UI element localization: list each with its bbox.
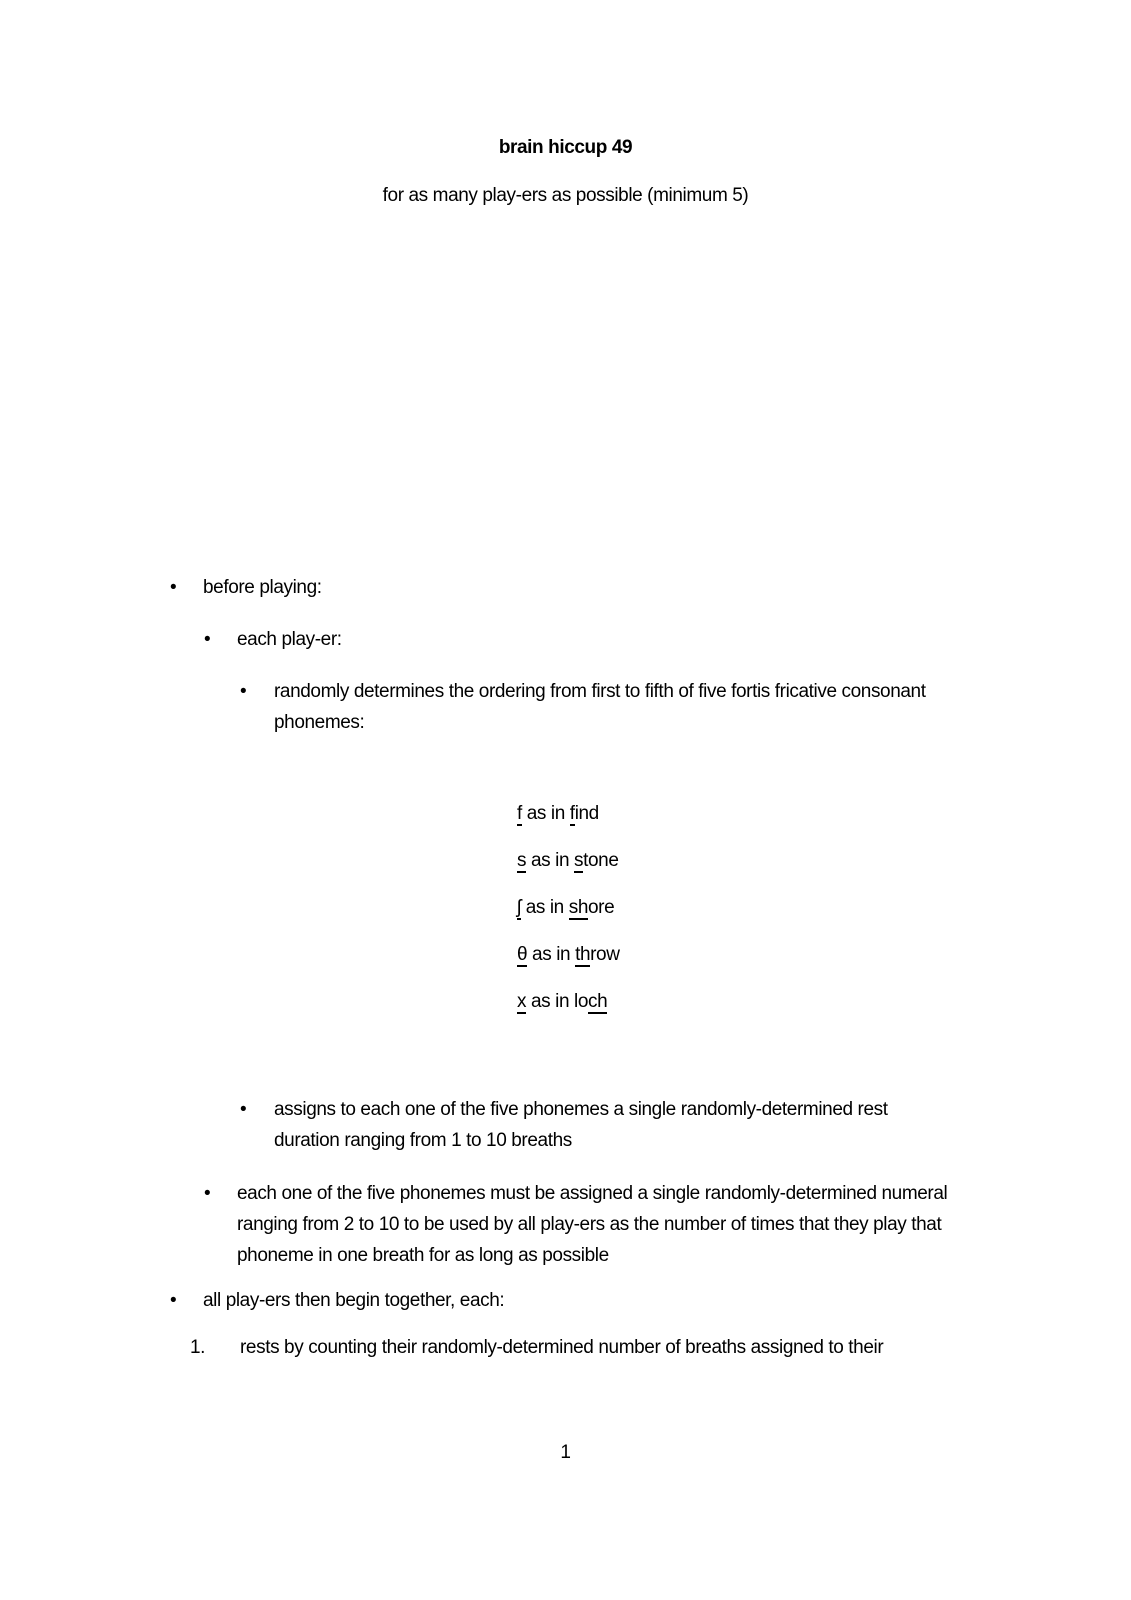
phoneme-line-s	[517, 845, 619, 876]
plain-text: tone	[583, 850, 619, 871]
plain-text: row	[590, 944, 620, 965]
underlined-text: th	[575, 944, 591, 965]
numbered-item-1	[190, 1332, 883, 1363]
underlined-text: s	[574, 850, 584, 871]
plain-text: as in	[527, 944, 576, 965]
text-line: duration ranging from 1 to 10 breaths	[274, 1130, 572, 1151]
phoneme-line-x	[517, 986, 607, 1017]
text-line: rests by counting their randomly-determined number of breaths assigned to their	[240, 1337, 884, 1358]
bullet-icon: •	[240, 1099, 247, 1120]
phoneme-line-f	[517, 798, 599, 829]
bullet-icon: •	[170, 577, 177, 598]
bullet-item-text	[274, 676, 926, 738]
underlined-text: x	[517, 991, 527, 1012]
bullet-icon: •	[204, 629, 211, 650]
underlined-text: ch	[588, 991, 608, 1012]
page-title: brain hiccup 49	[498, 137, 633, 158]
bullet-item-before-playing	[170, 572, 322, 603]
underlined-text: ʃ	[517, 897, 521, 918]
bullet-item-each-one	[204, 1178, 947, 1271]
text-line: phoneme in one breath for as long as possible	[237, 1245, 609, 1266]
phoneme-line-theta	[517, 939, 620, 970]
plain-text: as in	[526, 850, 575, 871]
phoneme-line-esh	[517, 892, 614, 923]
text-line: each one of the five phonemes must be assigned a single randomly-determined numeral	[237, 1183, 948, 1204]
text-line: assigns to each one of the five phonemes a single randomly-determined rest	[274, 1099, 888, 1120]
list-number: 1.	[190, 1337, 206, 1358]
plain-text: as in	[520, 897, 569, 918]
underlined-text: f	[517, 803, 522, 824]
bullet-item-label: each play-er:	[237, 629, 342, 650]
page-number: 1	[560, 1442, 571, 1463]
bullet-item-label: before playing:	[203, 577, 322, 598]
bullet-item-each-player	[204, 624, 342, 655]
numbered-item-text	[240, 1332, 883, 1363]
bullet-item-all-players	[170, 1285, 504, 1316]
plain-text: as in lo	[526, 991, 588, 1012]
text-line: ranging from 2 to 10 to be used by all play-ers as the number of times that they play that	[237, 1214, 942, 1235]
page-subtitle: for as many play-ers as possible (minimum 5)	[382, 185, 749, 206]
underlined-text: θ	[517, 944, 528, 965]
text-line: randomly determines the ordering from first to fifth of five fortis fricative consonant	[274, 681, 926, 702]
bullet-item-text	[274, 1094, 888, 1156]
bullet-icon: •	[204, 1183, 211, 1204]
bullet-item-text	[237, 1178, 947, 1271]
bullet-item-assigns	[240, 1094, 888, 1156]
bullet-icon: •	[170, 1290, 177, 1311]
plain-text: ind	[574, 803, 599, 824]
underlined-text: f	[569, 803, 575, 824]
text-line: phonemes:	[274, 712, 365, 733]
plain-text: as in	[521, 803, 570, 824]
plain-text: ore	[588, 897, 615, 918]
underlined-text: sh	[568, 897, 589, 918]
bullet-icon: •	[240, 681, 247, 702]
bullet-item-label: all play-ers then begin together, each:	[203, 1290, 505, 1311]
underlined-text: s	[517, 850, 527, 871]
bullet-item-randomly-determines	[240, 676, 926, 738]
